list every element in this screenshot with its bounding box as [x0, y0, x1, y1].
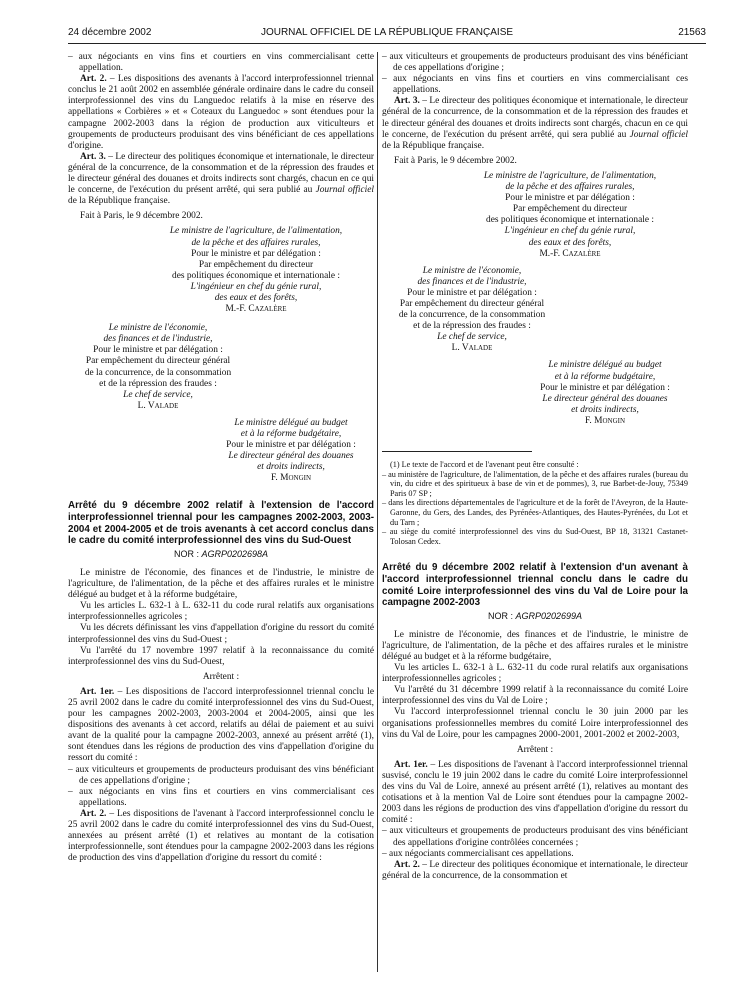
- list-item: – aux viticulteurs et groupements de producteurs produisant des vins bénéficiant des appellations d'origine contrôlées concernées ;: [382, 826, 688, 848]
- vu-paragraph: Vu l'accord interprofessionnel triennal conclu le 30 juin 2000 par les organisations professionnelles membres du comité Loire interprofessionnel des vins du Val de Loire, pour les campagnes 2000-2001, 2001-2002 et 2002-2003,: [382, 707, 688, 740]
- article-1-paragraph: Art. 1er. – Les dispositions de l'avenant à l'accord interprofessionnel triennal susvisé, conclu le 19 juin 2002 dans le cadre du comité Loire interprofessionnel des vins du Val de Loire, annexé au présent arrêté (1), relatives au montant des cotisations et à la mention Val de Loire sont étendues pour la campagne 2002-2003 dans les régions de production des vins d'appellation d'origine du ressort du comité :: [382, 759, 689, 826]
- signature-economie: Le ministre de l'économie, des finances et de l'industrie, Pour le ministre et par délégation : Par empêchement du directeur général de la concurrence, de la consommation et de la répression des fraudes : Le chef de service, L. Valade: [84, 323, 232, 411]
- signature-budget: Le ministre délégué au budget et à la réforme budgétaire, Pour le ministre et par délégation : Le directeur général des douanes et droits indirects, F. Mongin: [540, 360, 670, 426]
- header-page-number: 21563: [678, 27, 706, 38]
- done-at-paris: Fait à Paris, le 9 décembre 2002.: [80, 211, 203, 222]
- signature-agriculture: Le ministre de l'agriculture, de l'alimentation, de la pêche et des affaires rurales, Pour le ministre et par délégation : Par empêchement du directeur des politiques économique et internationale : L'ingénieur en chef du génie rural, des eaux et des forêts, M.-F. Cazalère: [483, 170, 657, 259]
- header-rule: [68, 43, 706, 44]
- vu-paragraph: Vu l'arrêté du 31 décembre 1999 relatif à la reconnaissance du comité Loire interprofessionnel des vins du Val de Loire ;: [382, 685, 688, 707]
- nor-reference: NOR : AGRP0202699A: [487, 610, 583, 621]
- list-item: – aux négociants en vins fins et courtiers en vins commercialisant cette appellation.: [68, 52, 374, 74]
- left-column: [68, 52, 374, 864]
- footnote: (1) Le texte de l'accord et de l'avenant peut être consulté : – au ministère de l'agriculture, de l'alimentation, de la pêche et des affaires rurales (bureau du vin, du cidre et des spiritueux à base de vin et de pommes), 3, rue Barbet-de-Jouy, 75349 Paris 07 SP ; – dans les directions départementales de l'agriculture et de la forêt de l'Aveyron, de la Haute-Garonne, du Gers, des Landes, des Pyrénées-Atlantiques, des Hautes-Pyrénées, du Lot et du Tarn ; – au siège du comité interprofessionnel des vins du Sud-Ouest, BP 18, 31321 Castanet-Tolosan Cedex.: [382, 460, 688, 546]
- column-divider: [377, 52, 378, 972]
- list-item: – aux viticulteurs et groupements de producteurs produisant des vins bénéficiant de ces appellations d'origine ;: [68, 764, 374, 786]
- header-journal-title: JOURNAL OFFICIEL DE LA RÉPUBLIQUE FRANÇAISE: [260, 27, 514, 38]
- list-item: – aux viticulteurs et groupements de producteurs produisant des vins bénéficiant de ces appellations d'origine ;: [382, 52, 688, 74]
- vu-paragraph: Vu l'arrêté du 17 novembre 1997 relatif à la reconnaissance du comité interprofessionnel des vins du Sud-Ouest,: [68, 645, 374, 667]
- article-2-paragraph: Art. 2. – Les dispositions de l'avenant à l'accord interprofessionnel conclu le 25 avril 2002 dans le cadre du comité interprofessionnel des vins du Sud-Ouest, annexées au présent arrêté (1) et relatives au montant de la cotisation interprofessionnelle, sont étendues pour la campagne 2002-2003 dans les régions de production des vins d'appellation d'origine du ressort du comité :: [68, 808, 374, 864]
- decree-title: Arrêté du 9 décembre 2002 relatif à l'extension d'un avenant à l'accord interprofessionnel triennal conclu dans le cadre du comité Loire interprofessionnel des vins du Val de Loire pour la campagne 2002-2003: [382, 562, 688, 609]
- arretent-heading: Arrêtent :: [516, 744, 554, 755]
- arretent-heading: Arrêtent :: [202, 671, 240, 682]
- footnote-separator: [382, 451, 532, 452]
- vu-paragraph: Vu les décrets définissant les vins d'appellation d'origine du ressort du comité interprofessionnel des vins du Sud-Ouest ;: [68, 623, 374, 645]
- list-item: – aux négociants en vins fins et courtiers en vins commercialisant ces appellations.: [68, 786, 374, 808]
- article-1-paragraph: Art. 1er. – Les dispositions de l'accord interprofessionnel triennal conclu le 25 avril 2002 dans le cadre du comité interprofessionnel des vins du Sud-Ouest, pour les campagnes 2002-2003, 2003-2004 et 2004-2005, ainsi que les dispositions des avenants à cet accord, relatifs au délai de paiement et au suivi avant de la qualité pour la campagne 2002-2003, annexé au présent arrêté (1), sont étendues dans les régions de production des vins d'appellation d'origine du ressort du comité :: [68, 686, 374, 764]
- list-item: – aux négociants en vins fins et courtiers en vins commercialisant ces appellations.: [382, 74, 688, 96]
- article-3-paragraph: Art. 3. – Le directeur des politiques économique et internationale, le directeur général de la concurrence, de la consommation et de la répression des fraudes et le directeur général des douanes et droits indirects sont chargés, chacun en ce qui le concerne, de l'exécution du présent arrêté, qui sera publié au Journal officiel de la République française.: [68, 151, 375, 207]
- vu-paragraph: Vu les articles L. 632-1 à L. 632-11 du code rural relatifs aux organisations interprofessionnelles agricoles ;: [68, 601, 374, 623]
- vu-paragraph: Vu les articles L. 632-1 à L. 632-11 du code rural relatifs aux organisations interprofessionnelles agricoles ;: [382, 663, 688, 685]
- decree-title: Arrêté du 9 décembre 2002 relatif à l'extension de l'accord interprofessionnel triennal pour les campagnes 2002-2003, 2003-2004 et 2004-2005 et de trois avenants à cet accord conclus dans le cadre du comité interprofessionnel des vins du Sud-Ouest: [68, 500, 374, 547]
- list-item: – aux négociants commercialisant ces appellations.: [382, 848, 574, 859]
- signature-economie: Le ministre de l'économie, des finances et de l'industrie, Pour le ministre et par délégation : Par empêchement du directeur général de la concurrence, de la consommation et de la répression des fraudes : Le chef de service, L. Valade: [398, 265, 546, 354]
- nor-reference: NOR : AGRP0202698A: [173, 548, 269, 559]
- article-3-paragraph: Art. 3. – Le directeur des politiques économique et internationale, le directeur général de la concurrence, de la consommation et de la répression des fraudes et le directeur général des douanes et droits indirects sont chargés, chacun en ce qui le concerne, de l'exécution du présent arrêté, qui sera publié au Journal officiel de la République française.: [382, 96, 689, 151]
- signature-budget: Le ministre délégué au budget et à la réforme budgétaire, Pour le ministre et par délégation : Le directeur général des douanes et droits indirects, F. Mongin: [226, 417, 356, 484]
- preamble: Le ministre de l'économie, des finances et de l'industrie, le ministre de l'agriculture, de l'alimentation, de la pêche et des affaires rurales et le ministre délégué au budget et à la réforme budgétaire,: [68, 567, 374, 601]
- header-date: 24 décembre 2002: [68, 27, 152, 38]
- signature-agriculture: Le ministre de l'agriculture, de l'alimentation, de la pêche et des affaires rurales, Pour le ministre et par délégation : Par empêchement du directeur des politiques économique et internationale : L'ingénieur en chef du génie rural, des eaux et des forêts, M.-F. Cazalère: [169, 226, 343, 315]
- right-column: [382, 52, 688, 882]
- page-header: [68, 27, 706, 41]
- preamble: Le ministre de l'économie, des finances et de l'industrie, le ministre de l'agriculture, de l'alimentation, de la pêche et des affaires rurales et le ministre délégué au budget et à la réforme budgétaire,: [382, 629, 688, 662]
- article-2-paragraph: Art. 2. – Le directeur des politiques économique et internationale, le directeur général de la concurrence, de la consommation et: [382, 859, 688, 881]
- article-2-paragraph: Art. 2. – Les dispositions des avenants à l'accord interprofessionnel triennal conclus le 21 août 2002 en assemblée générale ordinaire dans le cadre du conseil interprofessionnel des vins du Languedoc relatifs à la mise en réserve des appellations « Corbières » et « Coteaux du Languedoc » sont étendues pour la campagne 2002-2003 dans la région de production aux viticulteurs et groupements de producteurs produisant des vins bénéficiant de ces appellations d'origine.: [68, 74, 374, 151]
- done-at-paris: Fait à Paris, le 9 décembre 2002.: [394, 155, 517, 166]
